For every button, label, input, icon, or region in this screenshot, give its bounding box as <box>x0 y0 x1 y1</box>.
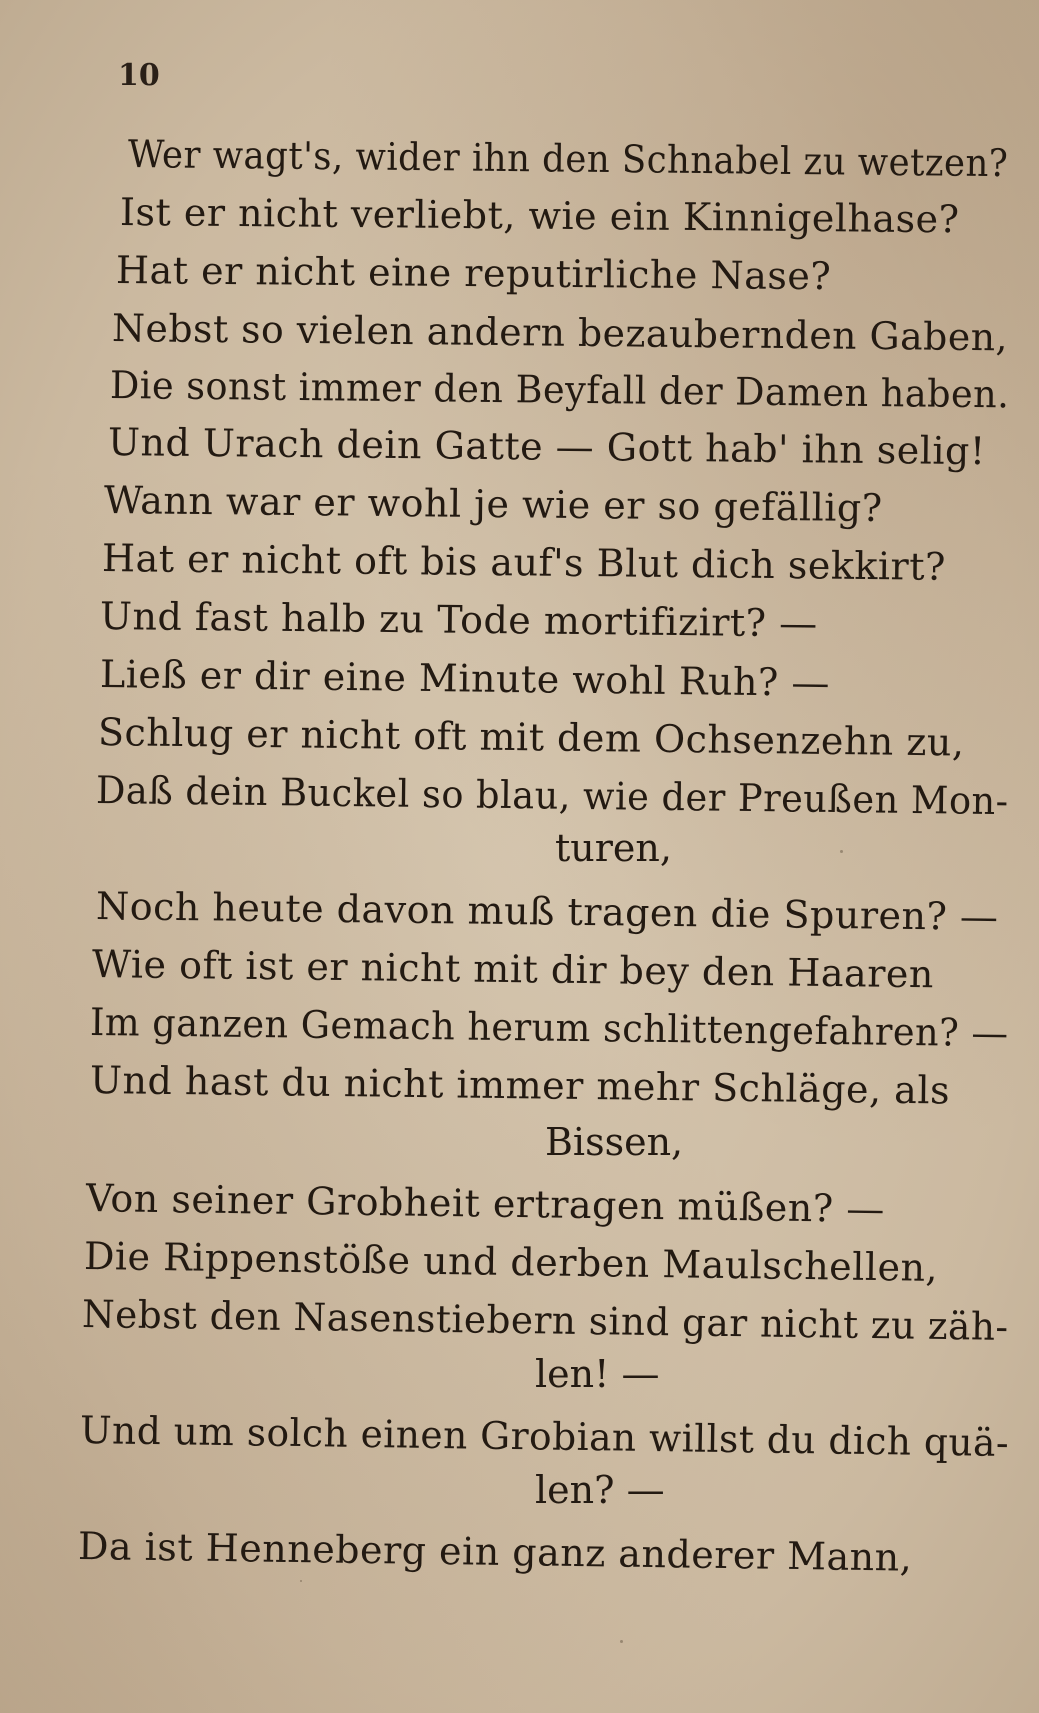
verse-line: Wer wagt's, wider ihn den Schnabel zu wetzen? <box>127 132 1009 186</box>
verse-line: Nebst den Nasenstiebern sind gar nicht zu zäh- <box>81 1292 1009 1349</box>
verse-line: Und um solch einen Grobian willst du dich quä- <box>79 1408 1010 1465</box>
paper-speck <box>300 1580 302 1582</box>
verse-continuation: turen, <box>555 826 672 870</box>
verse-continuation: Bissen, <box>545 1120 684 1164</box>
verse-line: Hat er nicht oft bis auf's Blut dich sekkirt? <box>101 536 947 589</box>
verse-line: Hat er nicht eine reputirliche Nase? <box>115 248 832 299</box>
verse-line: Die Rippenstöße und derben Maulschellen, <box>83 1234 939 1290</box>
paper-speck <box>620 1640 623 1643</box>
verse-line: Noch heute davon muß tragen die Spuren? — <box>95 884 999 940</box>
paper-speck <box>930 400 932 402</box>
verse-line: Und Urach dein Gatte — Gott hab' ihn selig! <box>107 420 986 474</box>
page-number: 10 <box>118 58 160 93</box>
verse-line: Und fast halb zu Tode mortifizirt? — <box>99 594 818 646</box>
verse-line: Die sonst immer den Beyfall der Damen haben. <box>109 363 1010 417</box>
verse-line: Daß dein Buckel so blau, wie der Preußen Mon- <box>95 768 1009 824</box>
verse-line: Ließ er dir eine Minute wohl Ruh? — <box>99 652 831 705</box>
verse-line: Ist er nicht verliebt, wie ein Kinnigelhase? <box>119 190 960 242</box>
verse-line: Schlug er nicht oft mit dem Ochsenzehn zu, <box>97 710 965 765</box>
verse-line: Nebst so vielen andern bezaubernden Gaben, <box>111 306 1009 360</box>
verse-line: Da ist Henneberg ein ganz anderer Mann, <box>77 1524 913 1580</box>
verse-continuation: len? — <box>535 1468 665 1512</box>
verse-line: Wann war er wohl je wie er so gefällig? <box>103 478 883 531</box>
paper-speck <box>840 850 843 853</box>
verse-continuation: len! — <box>535 1352 660 1396</box>
verse-line: Im ganzen Gemach herum schlittengefahren? — <box>89 1000 1009 1056</box>
verse-line: Wie oft ist er nicht mit dir bey den Haaren <box>91 942 935 997</box>
verse-line: Von seiner Grobheit ertragen müßen? — <box>85 1176 886 1232</box>
verse-line: Und hast du nicht immer mehr Schläge, als <box>89 1058 951 1113</box>
